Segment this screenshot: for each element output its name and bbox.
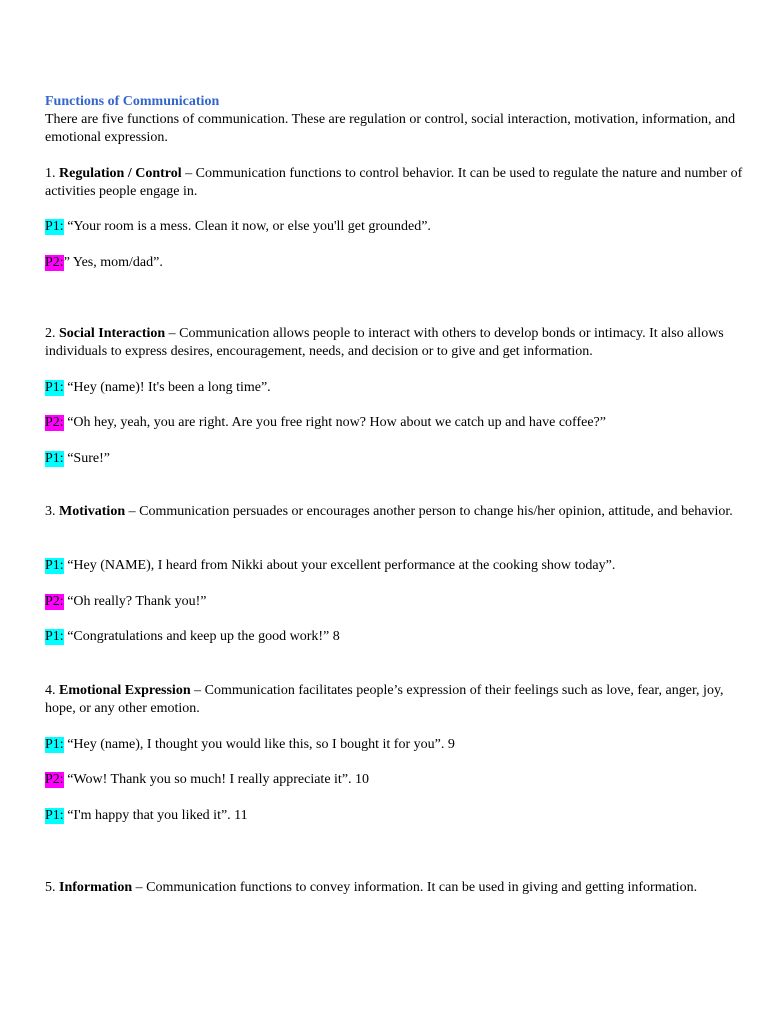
speaker-p1-label: P1:	[45, 629, 64, 644]
section-text: – Communication facilitates people’s expression of their feelings such as love, fear, anger, joy, hope, or any other emotion.	[45, 683, 724, 716]
speaker-p2-label: P2:	[45, 594, 64, 609]
dialogue-line	[45, 807, 745, 825]
dialogue-text: “I'm happy that you liked it”. 11	[63, 808, 248, 823]
dialogue-text: ” Yes, mom/dad”.	[63, 255, 163, 270]
section-heading: Information	[59, 880, 133, 895]
section-2-paragraph	[45, 325, 745, 361]
section-text: – Communication persuades or encourages another person to change his/her opinion, attitude, and behavior.	[125, 504, 733, 519]
dialogue-text: “Hey (name)! It's been a long time”.	[63, 380, 271, 395]
dialogue-text: “Hey (NAME), I heard from Nikki about your excellent performance at the cooking show today”.	[63, 558, 616, 573]
dialogue-line	[45, 379, 745, 397]
dialogue-line	[45, 628, 745, 646]
section-4-paragraph	[45, 682, 745, 718]
section-text: – Communication functions to convey information. It can be used in giving and getting information.	[132, 880, 698, 895]
speaker-p2-label: P2:	[45, 415, 64, 430]
section-number: 2.	[45, 326, 56, 341]
section-number: 5.	[45, 880, 56, 895]
speaker-p2-label: P2:	[45, 255, 64, 270]
speaker-p1-label: P1:	[45, 558, 64, 573]
section-5-paragraph	[45, 879, 745, 897]
dialogue-line	[45, 557, 745, 575]
speaker-p1-label: P1:	[45, 737, 64, 752]
speaker-p2-label: P2:	[45, 772, 64, 787]
section-number: 4.	[45, 683, 56, 698]
intro-paragraph: There are five functions of communication. These are regulation or control, social interaction, motivation, information, and emotional expression.	[45, 112, 736, 145]
dialogue-text: “Wow! Thank you so much! I really appreciate it”. 10	[63, 772, 370, 787]
dialogue-text: “Your room is a mess. Clean it now, or else you'll get grounded”.	[63, 219, 431, 234]
dialogue-line	[45, 593, 745, 611]
section-3-paragraph	[45, 503, 745, 521]
speaker-p1-label: P1:	[45, 219, 64, 234]
section-heading: Emotional Expression	[59, 683, 191, 698]
dialogue-text: “Congratulations and keep up the good work!” 8	[63, 629, 340, 644]
speaker-p1-label: P1:	[45, 451, 64, 466]
section-heading: Regulation / Control	[59, 166, 182, 181]
section-number: 3.	[45, 504, 56, 519]
section-number: 1.	[45, 166, 56, 181]
dialogue-line	[45, 414, 745, 432]
dialogue-line	[45, 254, 745, 272]
dialogue-text: “Oh hey, yeah, you are right. Are you free right now? How about we catch up and have coffee?”	[63, 415, 606, 430]
speaker-p1-label: P1:	[45, 808, 64, 823]
dialogue-text: “Sure!”	[63, 451, 110, 466]
section-heading: Social Interaction	[59, 326, 166, 341]
speaker-p1-label: P1:	[45, 380, 64, 395]
dialogue-line	[45, 218, 745, 236]
section-text: – Communication functions to control behavior. It can be used to regulate the nature and number of activities people engage in.	[45, 166, 743, 199]
dialogue-text: “Oh really? Thank you!”	[63, 594, 207, 609]
dialogue-line	[45, 450, 745, 468]
dialogue-line	[45, 771, 745, 789]
section-heading: Motivation	[59, 504, 126, 519]
dialogue-text: “Hey (name), I thought you would like this, so I bought it for you”. 9	[63, 737, 455, 752]
section-text: – Communication allows people to interact with others to develop bonds or intimacy. It also allows individuals to express desires, encouragement, needs, and decision or to give and get information.	[45, 326, 724, 359]
dialogue-line	[45, 736, 745, 754]
section-1-paragraph	[45, 165, 745, 201]
document-title: Functions of Communication	[45, 94, 220, 109]
